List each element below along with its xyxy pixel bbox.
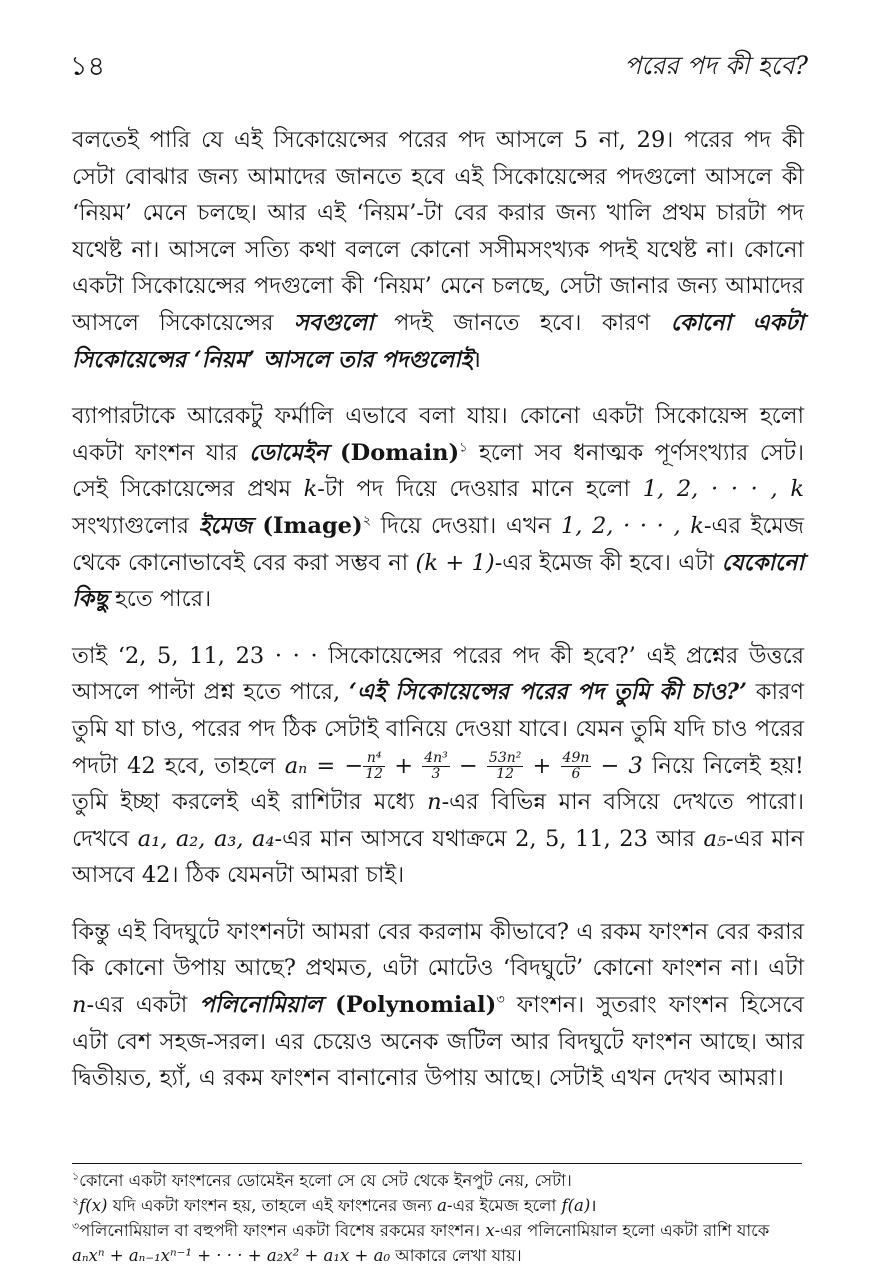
emphasis: ‘এই সিকোয়েন্সের পরের পদ তুমি কী চাও?’ bbox=[348, 679, 747, 706]
english-term: (Domain) bbox=[327, 439, 460, 466]
fraction-numerator: 4n³ bbox=[424, 750, 448, 766]
text-run: ফাংশন। সুতরাং ফাংশন হিসেবে এটা বেশ সহজ-সরল। এর চেয়েও অনেক জটিল আর বিদঘুটে ফাংশন আছে। আর দ্বিতীয়ত, হ্যাঁ, এ রকম ফাংশন বানানোর উপায় আছে। সেটাই এখন দেখব আমরা। bbox=[72, 992, 804, 1092]
math-operator: − bbox=[449, 752, 487, 779]
footnote-text: -এর ইমেজ হলো bbox=[447, 1196, 562, 1215]
fraction-denominator: 12 bbox=[365, 766, 384, 782]
text-run: ব্যাপারটাকে আরেকটু ফর্মালি এভাবে বলা যায়। কোনো একটা সিকোয়েন্স হলো একটা ফাংশন যার bbox=[72, 403, 804, 466]
text-run: -এর মান আসবে 42। ঠিক যেমনটা আমরা চাই। bbox=[72, 825, 805, 889]
emphasis: ডোমেইন bbox=[249, 439, 328, 466]
paragraph-3 bbox=[72, 638, 804, 894]
footnote-text: আকারে লেখা যায়। bbox=[390, 1246, 522, 1265]
fraction-numerator: 49n bbox=[562, 750, 590, 766]
math-inline: x bbox=[485, 1221, 495, 1240]
text-run: সংখ্যাগুলোর bbox=[72, 512, 199, 539]
fraction bbox=[363, 751, 385, 782]
footnote-mark: ৩ bbox=[72, 1219, 80, 1233]
text-run: । bbox=[472, 346, 481, 373]
english-term: (Polynomial) bbox=[322, 992, 497, 1019]
emphasis: পলিনোমিয়াল bbox=[199, 992, 323, 1019]
emphasis: ইমেজ bbox=[198, 512, 253, 539]
emphasis: যেকোনো কিছু bbox=[72, 549, 804, 613]
math-inline: n bbox=[72, 992, 87, 1019]
footnote-divider bbox=[72, 1163, 802, 1164]
paragraph-4 bbox=[72, 914, 804, 1097]
text-run: -এর বিভিন্ন মান বসিয়ে দেখতে পারো। দেখবে bbox=[72, 789, 804, 852]
footnote-1 bbox=[72, 1168, 804, 1193]
math-inline: (k + 1) bbox=[415, 549, 495, 576]
body-text bbox=[72, 122, 804, 1117]
text-run: বলতেই পারি যে এই সিকোয়েন্সের পরের পদ আসলে 5 না, 29। পরের পদ কী সেটা বোঝার জন্য আমাদের জানতে হবে এই সিকোয়েন্সের পদগুলো আসলে কী ‘নিয়ম’ মেনে চলছে। আর এই ‘নিয়ম’-টা বের করার জন্য খালি প্রথম চারটা পদ যথেষ্ট না। আসলে সত্যি কথা বললে কোনো সসীমসংখ্যক পদই যথেষ্ট না। কোনো একটা সিকোয়েন্সের পদগুলো কী ‘নিয়ম’ মেনে চলছে, সেটা জানার জন্য আমাদের আসলে সিকোয়েন্সের bbox=[72, 127, 804, 336]
text-run: -এর ইমেজ কী হবে। এটা bbox=[494, 549, 722, 576]
fraction bbox=[422, 751, 450, 782]
math-inline: aₙ = − bbox=[284, 752, 364, 779]
page-number: ১৪ bbox=[70, 51, 106, 82]
english-term: (Image) bbox=[252, 512, 363, 539]
text-run: কারণ তুমি যা চাও, পরের পদ ঠিক সেটাই বানিয়ে দেওয়া যাবে। যেমন তুমি যদি চাও পরের পদটা 42 হবে, তাহলে bbox=[72, 679, 805, 779]
footnote-ref: ১ bbox=[459, 440, 468, 456]
footnote-ref: ২ bbox=[362, 513, 372, 529]
text-run: কিন্তু এই বিদঘুটে ফাংশনটা আমরা বের করলাম কীভাবে? এ রকম ফাংশন বের করার কি কোনো উপায় আছে? প্রথমত, এটা মোটেও ‘বিদঘুটে’ কোনো ফাংশন না। এটা bbox=[72, 918, 804, 982]
footnote-2 bbox=[72, 1193, 804, 1218]
footnote-mark: ২ bbox=[72, 1194, 80, 1208]
text-run: তাই ‘2, 5, 11, 23 · · · সিকোয়েন্সের পরের পদ কী হবে?’ এই প্রশ্নের উত্তরে আসলে পাল্টা প্রশ্ন হতে পারে, bbox=[72, 642, 804, 706]
math-inline: a bbox=[437, 1196, 448, 1215]
footnote-mark: ১ bbox=[72, 1169, 80, 1183]
text-run: -এর ইমেজ থেকে কোনোভাবেই বের করা সম্ভব না bbox=[72, 512, 805, 576]
emphasis: সবগুলো bbox=[293, 309, 374, 336]
footnote-3 bbox=[72, 1218, 804, 1268]
text-run: নিয়ে নিলেই হয়! তুমি ইচ্ছা করলেই এই রাশিটার মধ্যে bbox=[72, 752, 804, 816]
fraction-denominator: 3 bbox=[431, 766, 441, 782]
running-title: পরের পদ কী হবে? bbox=[624, 51, 808, 80]
math-inline: n bbox=[427, 789, 442, 816]
fraction bbox=[561, 751, 592, 782]
footnote-ref: ৩ bbox=[496, 992, 505, 1008]
math-inline: a₁, a₂, a₃, a₄ bbox=[137, 825, 275, 852]
math-inline: aₙxⁿ + aₙ₋₁xⁿ⁻¹ + · · · + a₂x² + a₁x + a₀ bbox=[72, 1246, 391, 1265]
fraction-denominator: 12 bbox=[496, 766, 515, 782]
text-run: -টা পদ দিয়ে দেওয়ার মানে হলো bbox=[317, 476, 643, 503]
paragraph-1 bbox=[72, 122, 804, 378]
paragraph-2 bbox=[72, 398, 804, 618]
footnotes bbox=[72, 1168, 804, 1268]
text-run: হলো সব ধনাত্মক পূর্ণসংখ্যার সেট। সেই সিকোয়েন্সের প্রথম bbox=[72, 439, 805, 503]
math-inline: a₅ bbox=[703, 825, 726, 852]
footnote-text: -এর পলিনোমিয়াল হলো একটা রাশি যাকে bbox=[494, 1221, 770, 1240]
text-run: পদই জানতে হবে। কারণ bbox=[373, 309, 671, 336]
text-run: দিয়ে দেওয়া। এখন bbox=[371, 512, 561, 539]
math-inline: 1, 2, · · · , k bbox=[560, 512, 704, 539]
emphasis: কোনো একটা সিকোয়েন্সের ‘নিয়ম’ আসলে তার পদগুলোই bbox=[72, 309, 804, 373]
math-operator: + bbox=[385, 752, 423, 779]
text-run: -এর একটা bbox=[86, 992, 200, 1019]
fraction-denominator: 6 bbox=[571, 766, 581, 782]
footnote-text: পলিনোমিয়াল বা বহুপদী ফাংশন একটা বিশেষ রকমের ফাংশন। bbox=[79, 1221, 486, 1240]
fraction bbox=[487, 751, 523, 782]
math-inline: f(x) bbox=[79, 1196, 108, 1215]
math-inline: f(a) bbox=[561, 1196, 591, 1215]
math-inline: 1, 2, · · · , k bbox=[642, 476, 804, 503]
math-inline: − 3 bbox=[591, 752, 643, 779]
fraction-numerator: 53n² bbox=[488, 750, 522, 766]
footnote-text: কোনো একটা ফাংশনের ডোমেইন হলো সে যে সেট থেকে ইনপুট নেয়, সেটা। bbox=[79, 1171, 572, 1190]
fraction-numerator: n⁴ bbox=[363, 751, 385, 767]
math-operator: + bbox=[523, 752, 561, 779]
footnote-text: । bbox=[590, 1196, 597, 1215]
text-run: -এর মান আসবে যথাক্রমে 2, 5, 11, 23 আর bbox=[274, 825, 704, 852]
math-inline: k bbox=[303, 476, 318, 503]
footnote-text: যদি একটা ফাংশন হয়, তাহলে এই ফাংশনের জন্য bbox=[107, 1196, 438, 1215]
text-run: হতে পারে। bbox=[107, 586, 212, 613]
